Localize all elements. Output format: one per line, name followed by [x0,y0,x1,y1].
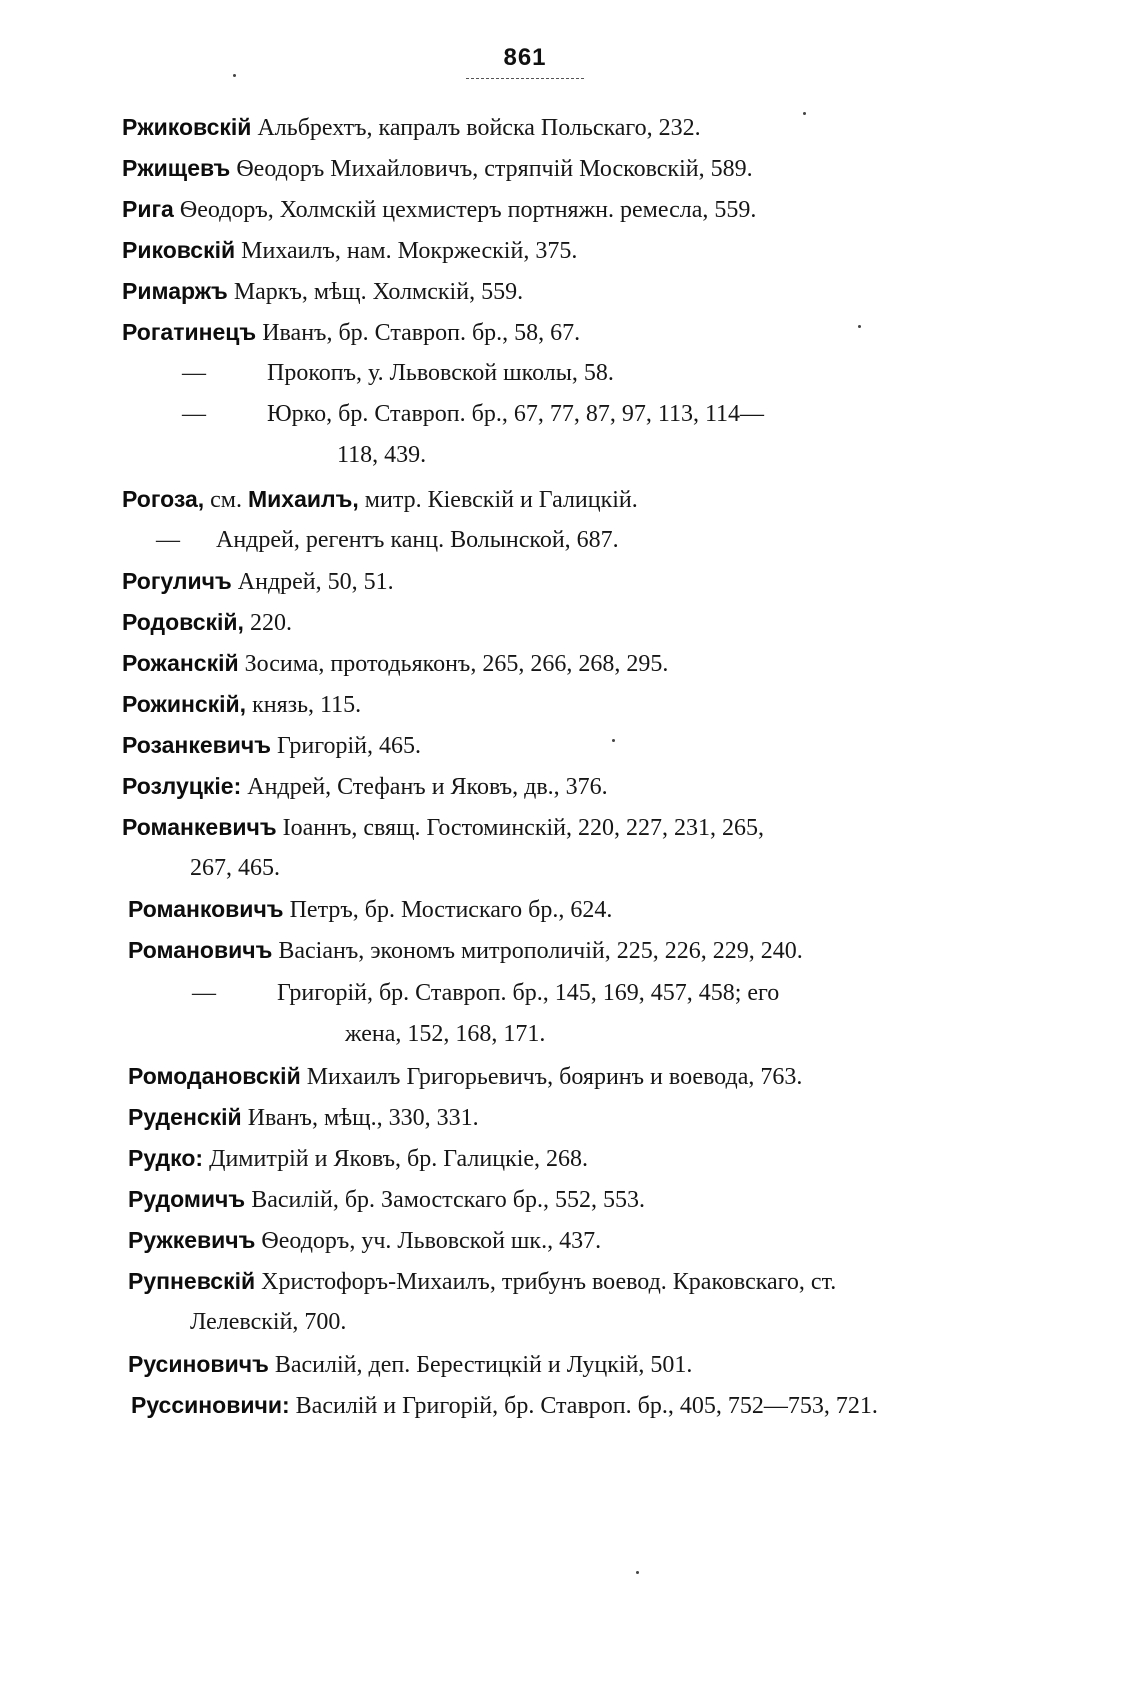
entry-surname: Руссиновичи: [131,1392,290,1418]
index-continuation [345,1019,545,1049]
entry-surname: Родовскій, [122,609,244,635]
entry-details: Прокопъ, у. Львовской школы, 58. [267,360,614,386]
index-entry [122,812,764,843]
index-entry [128,935,803,966]
index-entry [122,194,756,225]
entry-details: 118, 439. [337,442,427,468]
entry-details: князь, 115. [252,692,362,718]
ditto-dash: — [156,527,180,553]
ditto-dash: — [182,401,206,427]
entry-details: Иванъ, бр. Ставроп. бр., 58, 67. [262,320,581,346]
entry-surname: Романковичъ [128,896,284,922]
entry-details: Димитрій и Яковъ, бр. Галицкіе, 268. [209,1146,589,1172]
entry-surname: Рудко: [128,1145,204,1171]
entry-details: Ѳеодоръ, уч. Львовской шк., 437. [261,1228,602,1254]
index-entry [122,607,292,638]
entry-details: Юрко, бр. Ставроп. бр., 67, 77, 87, 97, 113, 114— [267,401,765,427]
entry-surname: Рупневскій [128,1268,256,1294]
entry-details: Василій, бр. Замостскаго бр., 552, 553. [251,1187,645,1213]
entry-surname: Рига [122,196,174,222]
entry-surname: Риковскій [122,237,236,263]
entry-surname: Ружкевичъ [128,1227,256,1253]
index-entry [122,566,394,597]
entry-details: Андрей, Стефанъ и Яковъ, дв., 376. [247,774,608,800]
ditto-dash: — [192,980,216,1006]
index-entry [128,1349,692,1380]
entry-details: Ѳеодоръ Михайловичъ, стряпчій Московскій, 589. [236,156,753,182]
entry-surname: Романкевичъ [122,814,277,840]
index-subentry [156,525,619,555]
entry-surname: Рогатинецъ [122,319,257,345]
ditto-dash: — [182,360,206,386]
index-entry [128,1061,802,1092]
entry-surname: Розанкевичъ [122,732,272,758]
entry-details: Григорій, 465. [277,733,421,759]
index-entry [122,112,701,143]
index-entry [122,730,421,761]
entry-surname: Русиновичъ [128,1351,269,1377]
entry-details: Васіанъ, экономъ митрополичій, 225, 226, 229, 240. [278,938,803,964]
entry-details: Ѳеодоръ, Холмскій цехмистеръ портняжн. ремесла, 559. [179,197,757,223]
entry-surname: Римаржъ [122,278,228,304]
index-entry [131,1390,878,1421]
index-entry [122,689,361,720]
index-entry [122,648,668,679]
entry-details: Альбрехтъ, капралъ войска Польскаго, 232. [257,115,701,141]
entry-surname: Рогоза, [122,486,205,512]
entry-surname: Рудомичъ [128,1186,246,1212]
entry-details: Андрей, 50, 51. [237,569,394,595]
index-continuation [190,1307,346,1337]
index-entry [128,1102,479,1133]
page-number: 861 [503,44,547,71]
index-subentry [182,358,614,388]
entry-surname: Ржищевъ [122,155,231,181]
index-subentry [192,978,779,1008]
index-entry [122,235,577,266]
entry-details: 267, 465. [190,855,280,881]
entry-surname: Романовичъ [128,937,273,963]
entry-details: Лелевскій, 700. [190,1309,347,1335]
entry-details: Михаилъ, нам. Мокржескій, 375. [241,238,578,264]
entry-surname: Рожанскій [122,650,239,676]
entry-details: Григорій, бр. Ставроп. бр., 145, 169, 457, 458; его [277,980,780,1006]
index-entry [128,1143,588,1174]
entry-details: Христофоръ-Михаилъ, трибунъ воевод. Краковскаго, ст. [261,1269,837,1295]
index-continuation [337,440,426,470]
entry-details: Василій и Григорій, бр. Ставроп. бр., 405, 752—753, 721. [295,1393,878,1419]
entry-surname: Рожинскій, [122,691,247,717]
index-entry [122,771,608,802]
entry-details: Зосима, протодьяконъ, 265, 266, 268, 295. [244,651,669,677]
index-continuation [190,853,280,883]
entry-details: Іоаннъ, свящ. Гостоминскій, 220, 227, 231, 265, [282,815,764,841]
entry-details: 220. [249,610,292,636]
entry-surname: Ржиковскій [122,114,252,140]
index-entry [122,317,580,348]
index-entry [122,484,638,515]
entry-details: жена, 152, 168, 171. [345,1021,546,1047]
entry-details: см. [210,487,242,513]
index-subentry [182,399,764,429]
entry-surname: Руденскій [128,1104,242,1130]
entry-surname: Рогуличъ [122,568,232,594]
entry-details: Петръ, бр. Мостискаго бр., 624. [289,897,613,923]
index-entry [122,276,523,307]
index-entry [128,894,612,925]
entry-details: Маркъ, мѣщ. Холмскій, 559. [233,279,524,305]
entry-cross-reference: Михаилъ, [248,486,359,512]
entry-details: Андрей, регентъ канц. Волынской, 687. [216,527,619,553]
entry-details: Василій, деп. Берестицкій и Луцкій, 501. [274,1352,693,1378]
index-entry [122,153,753,184]
index-entry [128,1266,836,1297]
index-entry [128,1184,645,1215]
entry-details: митр. Кіевскій и Галицкій. [364,487,638,513]
entry-surname: Ромодановскій [128,1063,301,1089]
entry-surname: Розлуцкіе: [122,773,242,799]
entry-details: Иванъ, мѣщ., 330, 331. [247,1105,479,1131]
index-entry [128,1225,601,1256]
entry-details: Михаилъ Григорьевичъ, бояринъ и воевода, 763. [306,1064,803,1090]
